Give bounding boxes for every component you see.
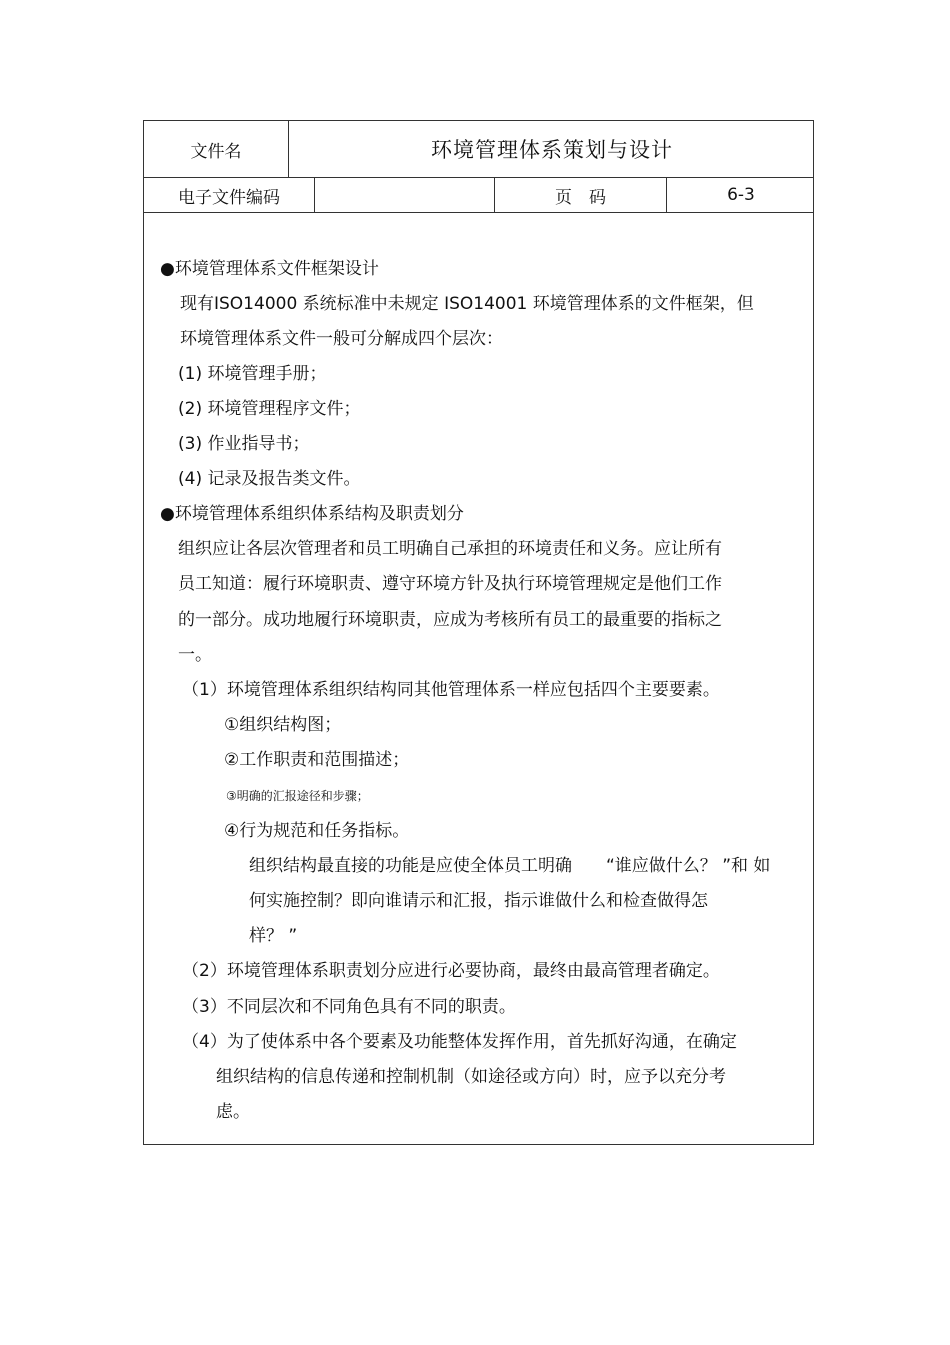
page-label: 页 码 bbox=[495, 178, 667, 212]
list-item: (2) 环境管理程序文件； bbox=[178, 399, 361, 419]
document-form bbox=[143, 120, 814, 1145]
document-title: 环境管理体系策划与设计 bbox=[431, 138, 673, 162]
section-2-paragraph-line: 组织应让各层次管理者和员工明确自己承担的环境责任和义务。应让所有 bbox=[178, 539, 722, 559]
document-body bbox=[144, 213, 813, 1144]
list-item: （2）环境管理体系职责划分应进行必要协商，最终由最高管理者确定。 bbox=[182, 961, 720, 981]
list-item: (3) 作业指导书； bbox=[178, 434, 310, 454]
list-item: (1) 环境管理手册； bbox=[178, 364, 327, 384]
e-file-code-label: 电子文件编码 bbox=[144, 178, 315, 212]
note-line: 组织结构最直接的功能是应使全体员工明确 “谁应做什么？ ”和 如 bbox=[249, 856, 771, 876]
bullet-icon: ● bbox=[160, 259, 175, 279]
header-row-1 bbox=[144, 121, 813, 178]
section-1-paragraph-line: 现有ISO14000 系统标准中未规定 ISO14001 环境管理体系的文件框架，但 bbox=[180, 294, 754, 314]
list-item: （4）为了使体系中各个要素及功能整体发挥作用，首先抓好沟通，在确定 bbox=[182, 1032, 737, 1052]
page-value: 6-3 bbox=[727, 185, 755, 205]
list-item-continuation: 组织结构的信息传递和控制机制（如途径或方向）时，应予以充分考 bbox=[216, 1067, 726, 1087]
list-item: （3）不同层次和不同角色具有不同的职责。 bbox=[182, 997, 516, 1017]
list-item: （1）环境管理体系组织结构同其他管理体系一样应包括四个主要要素。 bbox=[182, 680, 720, 700]
section-2-paragraph-line: 员工知道：履行环境职责、遵守环境方针及执行环境管理规定是他们工作 bbox=[178, 574, 722, 594]
section-1-heading: ●环境管理体系文件框架设计 bbox=[160, 259, 379, 279]
bullet-icon: ● bbox=[160, 504, 175, 524]
e-file-code-value bbox=[315, 178, 495, 212]
list-item-continuation: 虑。 bbox=[216, 1102, 250, 1122]
sub-list-item: ④行为规范和任务指标。 bbox=[224, 821, 410, 841]
note-line: 样？ ” bbox=[249, 926, 298, 946]
note-line: 何实施控制？即向谁请示和汇报，指示谁做什么和检查做得怎 bbox=[249, 891, 708, 911]
sub-list-item: ③明确的汇报途径和步骤； bbox=[226, 789, 369, 803]
section-2-paragraph-line: 一。 bbox=[178, 645, 212, 665]
section-1-paragraph-line: 环境管理体系文件一般可分解成四个层次： bbox=[180, 329, 503, 349]
header-row-2 bbox=[144, 178, 813, 213]
list-item: (4) 记录及报告类文件。 bbox=[178, 469, 361, 489]
section-2-paragraph-line: 的一部分。成功地履行环境职责，应成为考核所有员工的最重要的指标之 bbox=[178, 610, 722, 630]
sub-list-item: ①组织结构图； bbox=[224, 715, 342, 735]
file-name-label: 文件名 bbox=[144, 121, 289, 177]
sub-list-item: ②工作职责和范围描述； bbox=[224, 750, 410, 770]
section-2-heading: ●环境管理体系组织体系结构及职责划分 bbox=[160, 504, 464, 524]
